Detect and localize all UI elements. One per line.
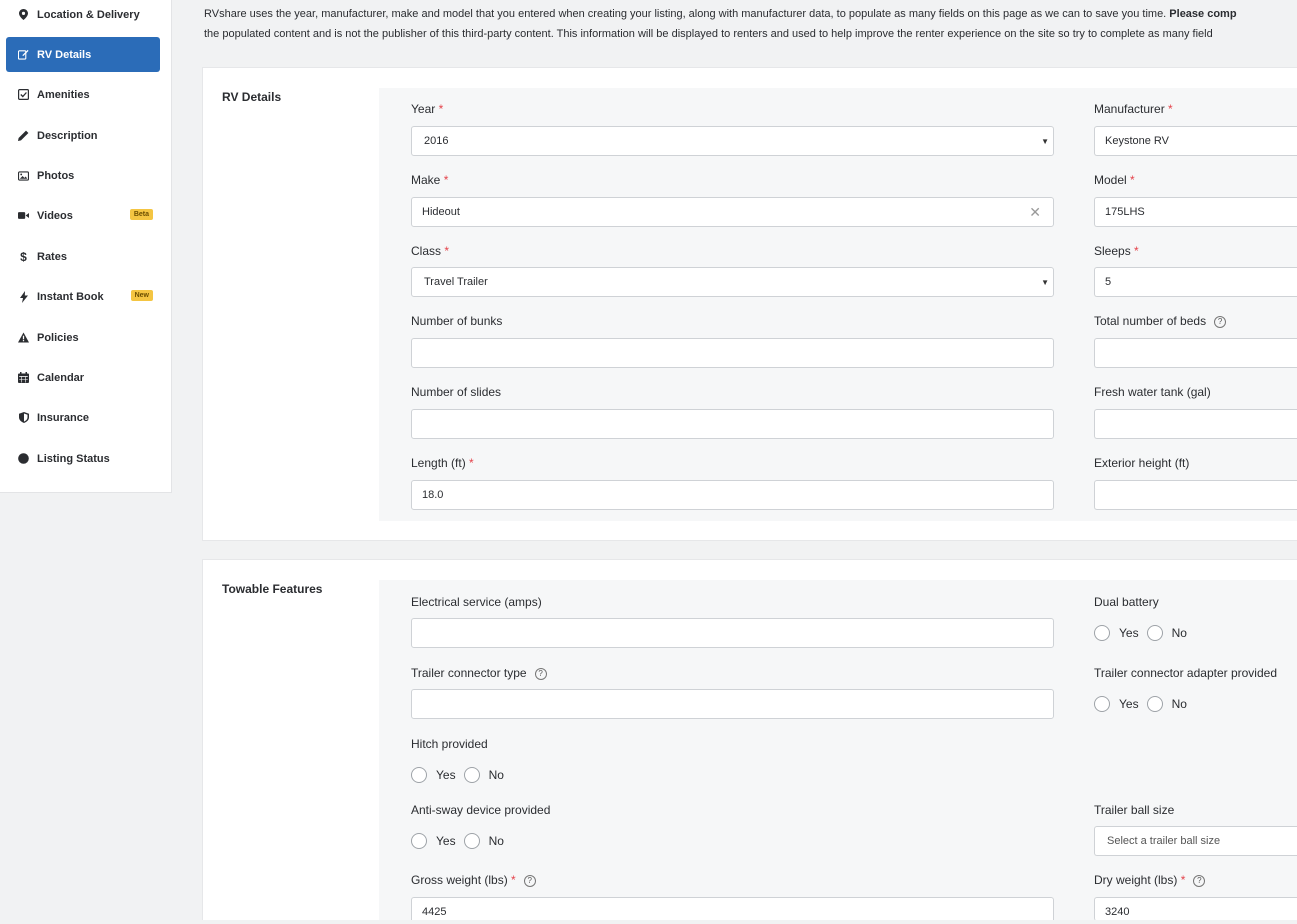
ball-size-select[interactable]: Select a trailer ball size	[1094, 826, 1297, 856]
sidebar-item-rates[interactable]	[6, 239, 160, 274]
rv-details-form	[379, 88, 1297, 521]
fresh-water-label: Fresh water tank (gal)	[1094, 385, 1211, 399]
towable-features-form	[379, 580, 1297, 921]
sidebar	[0, 0, 172, 493]
calendar-icon	[18, 372, 29, 383]
dual-battery-yes-radio[interactable]	[1094, 625, 1110, 641]
sidebar-item-photos[interactable]	[6, 158, 160, 193]
sidebar-item-description[interactable]	[6, 118, 160, 153]
lightning-icon	[18, 291, 29, 302]
length-input[interactable]: 18.0	[411, 480, 1054, 510]
manufacturer-label: Manufacturer *	[1094, 102, 1173, 116]
sidebar-item-amenities[interactable]	[6, 77, 160, 112]
towable-features-card	[202, 559, 1297, 920]
bunks-label: Number of bunks	[411, 314, 503, 328]
sidebar-item-label: Insurance	[37, 411, 89, 424]
length-label: Length (ft) *	[411, 456, 474, 470]
anti-sway-label: Anti-sway device provided	[411, 803, 551, 817]
chevron-down-icon: ▼	[1041, 137, 1049, 146]
class-select[interactable]: Travel Trailer ▼	[411, 267, 1054, 297]
help-icon[interactable]: ?	[535, 668, 547, 680]
sidebar-item-location-delivery[interactable]	[6, 0, 160, 32]
connector-adapter-no-radio[interactable]	[1147, 696, 1163, 712]
electrical-label: Electrical service (amps)	[411, 595, 542, 609]
model-label: Model *	[1094, 173, 1135, 187]
edit-icon	[18, 49, 29, 60]
towable-features-title: Towable Features	[222, 582, 323, 596]
intro-line-2: the populated content and is not the publisher of this third-party content. This information will be displayed to renters and used to help improve the renter experience on the site so try to complete as many field	[204, 28, 1213, 40]
slides-input[interactable]	[411, 409, 1054, 439]
hitch-yes-radio[interactable]	[411, 767, 427, 783]
sidebar-item-label: Calendar	[37, 371, 85, 384]
image-icon	[18, 170, 29, 181]
warning-icon	[18, 332, 29, 343]
help-icon[interactable]: ?	[1214, 316, 1226, 328]
dollar-icon: $	[20, 249, 27, 264]
sidebar-item-label: Description	[37, 129, 98, 142]
checkbox-icon	[18, 89, 29, 100]
year-label: Year *	[411, 102, 444, 116]
hitch-options: Yes No	[411, 767, 510, 783]
beds-input[interactable]	[1094, 338, 1297, 368]
dry-weight-label: Dry weight (lbs) * ?	[1094, 873, 1205, 887]
map-pin-icon	[18, 9, 29, 20]
intro-text	[204, 4, 1297, 44]
anti-sway-options: Yes No	[411, 833, 510, 849]
sidebar-item-policies[interactable]	[6, 320, 160, 355]
rv-details-title: RV Details	[222, 90, 282, 104]
dual-battery-options: Yes No	[1094, 625, 1193, 641]
model-input[interactable]: 175LHS	[1094, 197, 1297, 227]
sidebar-item-label: Policies	[37, 331, 79, 344]
sidebar-item-rv-details[interactable]	[6, 37, 160, 72]
connector-adapter-options: Yes No	[1094, 696, 1193, 712]
exterior-height-input[interactable]	[1094, 480, 1297, 510]
dual-battery-label: Dual battery	[1094, 595, 1159, 609]
sidebar-item-insurance[interactable]	[6, 400, 160, 435]
sidebar-item-instant-book[interactable]	[6, 279, 160, 314]
sleeps-input[interactable]: 5	[1094, 267, 1297, 297]
sidebar-item-label: Location & Delivery	[37, 8, 140, 21]
hitch-no-radio[interactable]	[464, 767, 480, 783]
page-bottom-edge	[0, 920, 1297, 924]
circle-icon	[18, 453, 29, 464]
sidebar-item-label: RV Details	[37, 48, 92, 61]
video-camera-icon	[18, 210, 29, 221]
manufacturer-input[interactable]: Keystone RV	[1094, 126, 1297, 156]
make-input[interactable]: Hideout ✕	[411, 197, 1054, 227]
shield-icon	[18, 412, 29, 423]
gross-weight-label: Gross weight (lbs) * ?	[411, 873, 536, 887]
beds-label: Total number of beds ?	[1094, 314, 1226, 328]
new-badge: New	[131, 290, 153, 301]
anti-sway-yes-radio[interactable]	[411, 833, 427, 849]
sidebar-item-videos[interactable]	[6, 198, 160, 233]
connector-type-input[interactable]	[411, 689, 1054, 719]
sidebar-item-label: Listing Status	[37, 452, 110, 465]
make-label: Make *	[411, 173, 449, 187]
sidebar-item-label: Amenities	[37, 88, 90, 101]
clear-icon[interactable]: ✕	[1029, 204, 1041, 220]
year-select[interactable]: 2016 ▼	[411, 126, 1054, 156]
class-label: Class *	[411, 244, 450, 258]
sidebar-item-calendar[interactable]	[6, 360, 160, 395]
connector-adapter-label: Trailer connector adapter provided	[1094, 666, 1277, 680]
connector-type-label: Trailer connector type ?	[411, 666, 547, 680]
gross-weight-input[interactable]: 4425	[411, 897, 1054, 921]
sidebar-item-label: Photos	[37, 169, 75, 182]
slides-label: Number of slides	[411, 385, 502, 399]
help-icon[interactable]: ?	[1193, 875, 1205, 887]
anti-sway-no-radio[interactable]	[464, 833, 480, 849]
chevron-down-icon: ▼	[1041, 278, 1049, 287]
help-icon[interactable]: ?	[524, 875, 536, 887]
rv-details-card	[202, 67, 1297, 541]
beta-badge: Beta	[130, 209, 153, 220]
hitch-label: Hitch provided	[411, 737, 488, 751]
connector-adapter-yes-radio[interactable]	[1094, 696, 1110, 712]
intro-line-1: RVshare uses the year, manufacturer, make and model that you entered when creating your listing, along with manufacturer data, to populate as many fields on this page as we can to save you time. Please comp	[204, 8, 1237, 20]
sidebar-item-label: Instant Book	[37, 290, 104, 303]
exterior-height-label: Exterior height (ft)	[1094, 456, 1190, 470]
sidebar-item-label: Rates	[37, 250, 67, 263]
sidebar-item-label: Videos	[37, 209, 73, 222]
bunks-input[interactable]	[411, 338, 1054, 368]
sidebar-item-listing-status[interactable]	[6, 441, 160, 476]
pencil-icon	[18, 130, 29, 141]
intro-emphasis: Please comp	[1169, 8, 1237, 20]
electrical-input[interactable]	[411, 618, 1054, 648]
sleeps-label: Sleeps *	[1094, 244, 1139, 258]
dry-weight-input[interactable]: 3240	[1094, 897, 1297, 921]
ball-size-label: Trailer ball size	[1094, 803, 1175, 817]
fresh-water-input[interactable]	[1094, 409, 1297, 439]
dual-battery-no-radio[interactable]	[1147, 625, 1163, 641]
